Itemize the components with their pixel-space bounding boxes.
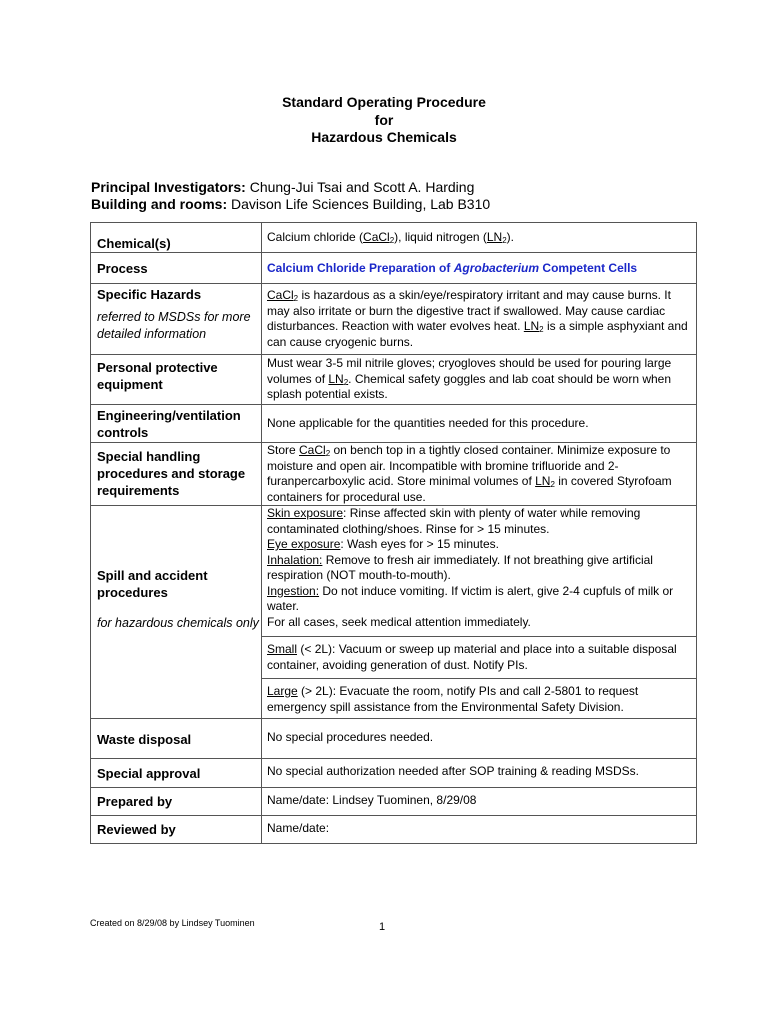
- cacl2-formula: [299, 443, 330, 457]
- ingestion: [267, 584, 692, 615]
- text-span: is a simple asphyxiant and can cause cryogenic burns.: [267, 319, 688, 349]
- chemicals-value: [262, 223, 697, 253]
- cacl2-formula: [267, 288, 298, 302]
- table-row: [91, 223, 697, 253]
- text-span: Inhalation:: [267, 552, 323, 567]
- text-span: on bench top in a tightly closed container. Minimize exposure to moisture and open air. Incompatible with bromine trifluoride and 2-furanpercarboxylic acid. Store minimal volumes of: [267, 443, 671, 488]
- label-cell: [91, 788, 262, 816]
- text-span: Skin exposure: [267, 506, 344, 520]
- text-span: LN: [486, 230, 503, 244]
- table-row: [91, 816, 697, 844]
- reviewed-text: Name/date:: [267, 821, 330, 835]
- ln2-formula: [535, 474, 555, 488]
- row-label-hazards: Specific Hazards: [97, 287, 202, 302]
- hazards-note: referred to MSDSs for more detailed information: [97, 310, 251, 341]
- table-row: [91, 506, 697, 637]
- pi-label: Principal Investigators:: [91, 179, 246, 195]
- ppe-value: [262, 355, 697, 405]
- reviewed-value: [262, 816, 697, 844]
- text-span: Do not induce vomiting. If victim is alert, give 2-4 cupfuls of milk or water.: [267, 583, 674, 613]
- spill-small-value: [262, 637, 697, 679]
- label-cell: [91, 443, 262, 506]
- text-span: Eye exposure: [267, 537, 341, 551]
- document-title: [0, 94, 768, 147]
- text-span: Must wear 3-5 mil nitrile gloves; cryogloves should be used for pouring large volumes of: [267, 356, 672, 386]
- table-row: [91, 253, 697, 284]
- all-cases: For all cases, seek medical attention immediately.: [267, 614, 531, 629]
- waste-text: No special procedures needed.: [267, 730, 434, 744]
- text-span: in covered Styrofoam containers for procedural use.: [267, 474, 672, 504]
- table-row: [91, 405, 697, 443]
- label-cell: [91, 284, 262, 355]
- approval-text: No special authorization needed after SOP training & reading MSDSs.: [267, 764, 639, 778]
- spill-large-value: [262, 679, 697, 719]
- prepared-value: [262, 788, 697, 816]
- prepared-text: Name/date: Lindsey Tuominen, 8/29/08: [267, 793, 477, 807]
- label-cell: [91, 405, 262, 443]
- text-span: ), liquid nitrogen (: [394, 230, 487, 244]
- text-span: : Wash eyes for > 15 minutes.: [340, 537, 500, 551]
- title-line-2: for: [374, 111, 394, 128]
- table-row: [91, 443, 697, 506]
- text-span: : Rinse affected skin with plenty of water while removing contaminated clothing/shoes. Rinse for > 15 minutes.: [267, 506, 641, 536]
- row-label-handling: Special handling procedures and storage requirements: [97, 449, 246, 498]
- text-span: (> 2L): Evacuate the room, notify PIs and call 2-5801 to request emergency spill assistance from the Environmental Safety Division.: [267, 684, 639, 714]
- row-label-ppe: Personal protective equipment: [97, 360, 218, 392]
- text-span: Small: [267, 642, 298, 656]
- header-info: [91, 179, 490, 213]
- spill-note: for hazardous chemicals only: [97, 616, 259, 630]
- principal-investigators: [91, 179, 490, 196]
- label-cell: [91, 816, 262, 844]
- ln2-formula: [524, 319, 544, 333]
- text-span: Calcium Chloride Preparation of: [267, 261, 454, 275]
- text-span: LN: [535, 474, 551, 488]
- subscript: 2: [389, 236, 395, 245]
- table-row: [91, 759, 697, 788]
- page-number: 1: [379, 921, 386, 933]
- row-label-prepared: Prepared by: [97, 794, 173, 809]
- subscript: 2: [343, 377, 349, 387]
- text-span: Ingestion:: [267, 583, 320, 598]
- process-value: [262, 253, 697, 284]
- subscript: 2: [293, 294, 299, 303]
- ln2-formula: [328, 372, 348, 386]
- subscript: 2: [325, 449, 331, 458]
- text-span: Remove to fresh air immediately. If not breathing give artificial respiration (NOT mouth-to-mouth).: [267, 552, 653, 582]
- skin-exposure: [267, 506, 692, 537]
- text-span: (< 2L): Vacuum or sweep up material and place into a suitable disposal container, avoiding generation of dust. Notify PIs.: [267, 642, 677, 672]
- row-label-chemicals: Chemical(s): [97, 236, 171, 251]
- cacl2-formula: [363, 230, 394, 244]
- table-row: [91, 788, 697, 816]
- text-span: LN: [523, 319, 540, 333]
- text-span: Large: [267, 684, 298, 698]
- building-rooms: [91, 196, 490, 213]
- text-span: ).: [506, 230, 515, 244]
- text-italic: Agrobacterium: [453, 261, 540, 275]
- text-span: CaCl: [363, 230, 390, 244]
- text-span: . Chemical safety goggles and lab coat should be worn when splash potential exists.: [267, 371, 672, 401]
- ln2-formula: [487, 230, 507, 244]
- label-cell: [91, 719, 262, 759]
- label-cell: [91, 355, 262, 405]
- approval-value: [262, 759, 697, 788]
- handling-value: [262, 443, 697, 506]
- waste-value: [262, 719, 697, 759]
- table-row: [91, 355, 697, 405]
- label-cell: [91, 506, 262, 719]
- row-label-waste: Waste disposal: [97, 732, 192, 747]
- footer-created: Created on 8/29/08 by Lindsey Tuominen: [90, 918, 255, 928]
- table-row: [91, 719, 697, 759]
- text-span: Competent Cells: [539, 261, 638, 275]
- building-value: Davison Life Sciences Building, Lab B310: [227, 196, 491, 212]
- engineering-text: None applicable for the quantities needed for this procedure.: [267, 416, 589, 430]
- building-label: Building and rooms:: [91, 196, 228, 212]
- text-span: Calcium chloride (: [267, 230, 364, 244]
- pi-value: Chung-Jui Tsai and Scott A. Harding: [245, 179, 475, 195]
- inhalation: [267, 553, 692, 584]
- subscript: 2: [502, 236, 507, 245]
- row-label-reviewed: Reviewed by: [97, 822, 176, 837]
- text-span: Store: [267, 443, 300, 457]
- label-cell: [91, 223, 262, 253]
- engineering-value: [262, 405, 697, 443]
- text-span: is hazardous as a skin/eye/respiratory irritant and may cause burns. It may also irritate or burn the digestive tract if swallowed. May cause cardiac disturbances. Reaction with water evolves heat.: [267, 288, 671, 333]
- label-cell: [91, 759, 262, 788]
- row-label-engineering: Engineering/ventilation controls: [97, 408, 241, 440]
- process-title: [267, 253, 692, 277]
- hazards-value: [262, 284, 697, 355]
- subscript: 2: [539, 325, 544, 334]
- title-line-1: Standard Operating Procedure: [282, 94, 486, 110]
- table-row: [91, 284, 697, 355]
- title-line-3: Hazardous Chemicals: [311, 129, 457, 145]
- text-span: CaCl: [267, 288, 294, 302]
- spill-exposure-value: [262, 506, 697, 637]
- text-span: CaCl: [299, 443, 326, 457]
- row-label-spill: Spill and accident procedures: [97, 568, 208, 600]
- subscript: 2: [550, 480, 555, 489]
- sop-table: [90, 222, 697, 844]
- label-cell: [91, 253, 262, 284]
- eye-exposure: [267, 537, 692, 553]
- row-label-process: Process: [97, 261, 148, 276]
- row-label-approval: Special approval: [97, 766, 201, 781]
- text-span: LN: [328, 371, 344, 386]
